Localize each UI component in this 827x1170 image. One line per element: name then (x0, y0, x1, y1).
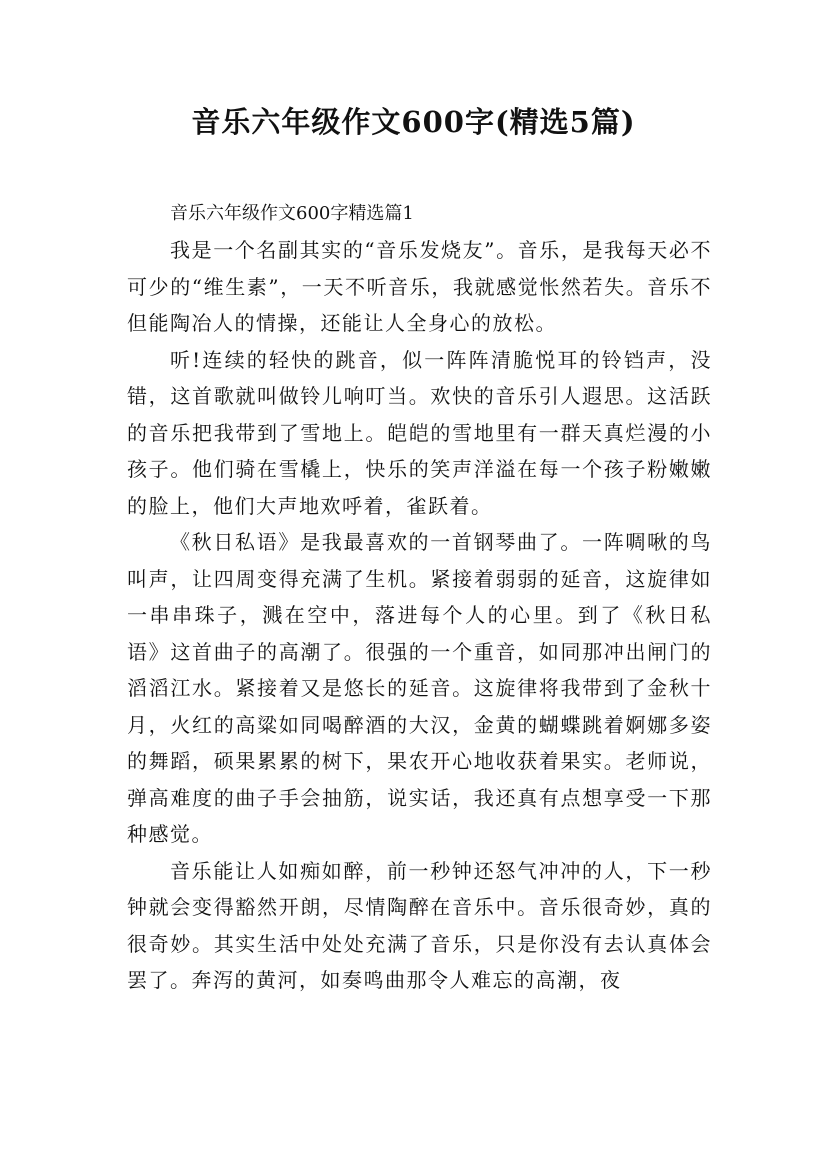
section-heading: 音乐六年级作文600字精选篇1 (170, 203, 414, 224)
paragraph-2: 听!连续的轻快的跳音，似一阵阵清脆悦耳的铃铛声，没错，这首歌就叫做铃儿响叮当。欢快的音乐引人遐思。这活跃的音乐把我带到了雪地上。皑皑的雪地里有一群天真烂漫的小孩子。他们骑在雪橇上，快乐的笑声洋溢在每一个孩子粉嫩嫩的脸上，他们大声地欢呼着，雀跃着。 (127, 347, 712, 518)
paragraph-4: 音乐能让人如痴如醉，前一秒钟还怒气冲冲的人，下一秒钟就会变得豁然开朗，尽情陶醉在音乐中。音乐很奇妙，真的很奇妙。其实生活中处处充满了音乐，只是你没有去认真体会罢了。奔泻的黄河，如奏鸣曲那令人难忘的高潮，夜 (127, 858, 712, 992)
document-title: 音乐六年级作文600字(精选5篇) (191, 105, 636, 139)
paragraph-1: 我是一个名副其实的“音乐发烧友”。音乐，是我每天必不可少的“维生素”，一天不听音乐，我就感觉怅然若失。音乐不但能陶冶人的情操，还能让人全身心的放松。 (127, 238, 712, 335)
document-body (127, 196, 712, 999)
paragraph-3: 《秋日私语》是我最喜欢的一首钢琴曲了。一阵啁啾的鸟叫声，让四周变得充满了生机。紧接着弱弱的延音，这旋律如一串串珠子，溅在空中，落进每个人的心里。到了《秋日私语》这首曲子的高潮了。很强的一个重音，如同那冲出闸门的滔滔江水。紧接着又是悠长的延音。这旋律将我带到了金秋十月，火红的高粱如同喝醉酒的大汉，金黄的蝴蝶跳着婀娜多姿的舞蹈，硕果累累的树下，果农开心地收获着果实。老师说，弹高难度的曲子手会抽筋，说实话，我还真有点想享受一下那种感觉。 (127, 530, 712, 846)
